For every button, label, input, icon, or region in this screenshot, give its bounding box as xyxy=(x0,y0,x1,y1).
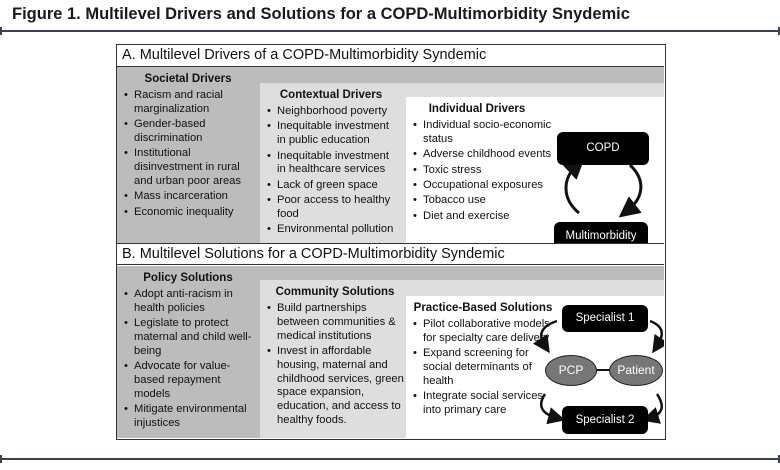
policy-solutions-title: Policy Solutions xyxy=(143,272,233,284)
list-item: • Adverse childhood events xyxy=(412,148,552,162)
contextual-drivers-title: Contextual Drivers xyxy=(279,89,383,101)
list-item: • Poor access to healthy food xyxy=(266,194,400,222)
specialist-1-box: Specialist 1 xyxy=(562,305,648,332)
section-b-header: B. Multilevel Solutions for a COPD-Multimorbidity Syndemic xyxy=(117,243,664,265)
individual-drivers-title: Individual Drivers xyxy=(428,103,526,115)
section-a-header: A. Multilevel Drivers of a COPD-Multimorbidity Syndemic xyxy=(117,45,664,67)
list-item: • Mitigate environmental injustices xyxy=(123,403,253,431)
list-item: • Expand screening for social determinants of health xyxy=(412,347,550,388)
cycle-arrow-up xyxy=(566,165,579,213)
top-rule xyxy=(0,30,780,32)
societal-drivers-title: Societal Drivers xyxy=(144,73,232,85)
patient-oval: Patient xyxy=(609,355,663,386)
list-item: • Neighborhood poverty xyxy=(266,105,400,119)
cycle-arrow-down xyxy=(627,165,641,211)
list-item: • Adopt anti-racism in health policies xyxy=(123,288,253,316)
list-item: • Occupational exposures xyxy=(412,179,552,193)
list-item: • Advocate for value-based repayment models xyxy=(123,360,253,401)
figure-title: Figure 1. Multilevel Drivers and Solutions for a COPD-Multimorbidity Snydemic xyxy=(12,5,630,23)
arrow-s1-to-patient xyxy=(650,321,662,346)
list-item: • Pilot collaborative models for specialty care delivery xyxy=(412,318,550,346)
bottom-rule xyxy=(0,458,780,460)
list-item: • Inequitable investment in public education xyxy=(266,120,400,148)
list-item: • Institutional disinvestment in rural and urban poor areas xyxy=(123,147,251,188)
list-item: • Economic inequality xyxy=(123,206,251,220)
list-item: • Toxic stress xyxy=(412,164,552,178)
list-item: • Tobacco use xyxy=(412,194,552,208)
arrow-patient-to-s2 xyxy=(650,394,662,418)
multimorbidity-box: Multimorbidity xyxy=(554,222,648,243)
section-b-panel xyxy=(117,266,664,438)
list-item: • Legislate to protect maternal and child well-being xyxy=(123,317,253,358)
diagram-frame xyxy=(116,44,666,440)
practice-solutions-title: Practice-Based Solutions xyxy=(413,302,553,314)
list-item: • Mass incarceration xyxy=(123,190,251,204)
copd-box: COPD xyxy=(557,132,649,165)
list-item: • Lack of green space xyxy=(266,179,400,193)
list-item: • Inequitable investment in healthcare services xyxy=(266,150,400,178)
arrow-s1-to-pcp xyxy=(541,321,557,346)
list-item: • Build partnerships between communities & medical institutions xyxy=(266,302,406,343)
specialist-2-box: Specialist 2 xyxy=(562,406,648,434)
list-item: • Diet and exercise xyxy=(412,210,552,224)
list-item: • Invest in affordable housing, maternal and childhood services, green space expansion, education, and access to healthy foods. xyxy=(266,345,406,428)
arrow-pcp-to-s2 xyxy=(541,394,557,418)
section-a-panel xyxy=(117,67,664,243)
list-item: • Gender-based discrimination xyxy=(123,118,251,146)
pcp-oval: PCP xyxy=(545,355,597,386)
list-item: • Individual socio-economic status xyxy=(412,119,552,147)
list-item: • Integrate social services into primary care xyxy=(412,390,550,418)
community-solutions-title: Community Solutions xyxy=(275,286,395,298)
list-item: • Racism and racial marginalization xyxy=(123,89,251,117)
list-item: • Environmental pollution xyxy=(266,223,400,237)
